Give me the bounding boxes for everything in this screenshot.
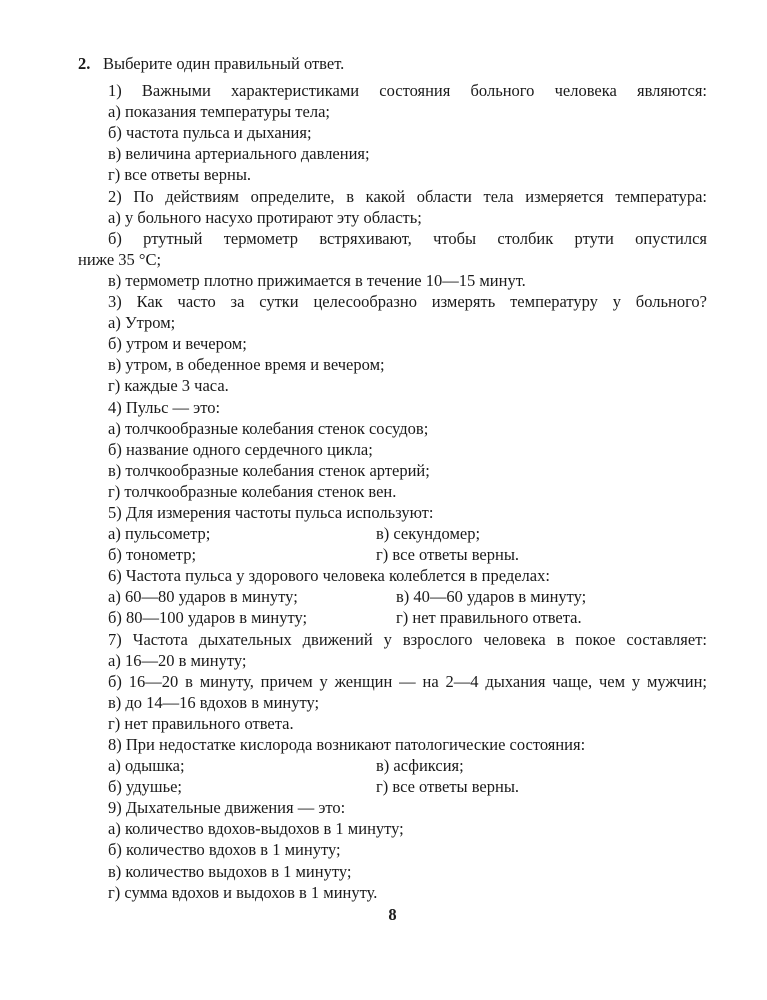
option-left: б) удушье; xyxy=(108,777,183,797)
question-text: 4) Пульс — это: xyxy=(108,397,221,417)
option-row xyxy=(78,607,707,628)
option-text: б) количество вдохов в 1 минуту; xyxy=(108,840,341,860)
section-title: Выберите один правильный ответ. xyxy=(103,54,345,73)
option-row xyxy=(78,544,707,565)
quiz-content xyxy=(78,53,707,925)
option-left: б) 80—100 ударов в минуту; xyxy=(108,608,308,628)
option-text: в) до 14—16 вдохов в минуту; xyxy=(108,692,320,712)
option-text: а) у больного насухо протирают эту область; xyxy=(108,207,422,227)
question-text: 9) Дыхательные движения — это: xyxy=(108,798,346,818)
option-text: г) сумма вдохов и выдохов в 1 минуту. xyxy=(108,882,378,902)
option-text: б) 16—20 в минуту, причем у женщин — на 2—4 дыхания чаще, чем у мужчин; xyxy=(108,671,707,691)
questions-list xyxy=(78,80,707,903)
question-text: 1) Важными характеристиками состояния больного человека являются: xyxy=(108,81,707,101)
option-text: в) толчкообразные колебания стенок артерий; xyxy=(108,460,430,480)
option-text: б) ртутный термометр встряхивают, чтобы столбик ртути опустился xyxy=(108,228,707,248)
option-text: б) название одного сердечного цикла; xyxy=(108,439,373,459)
option-text: в) утром, в обеденное время и вечером; xyxy=(108,355,385,375)
option-text: а) 16—20 в минуту; xyxy=(108,650,247,670)
option-row xyxy=(78,755,707,776)
option-text: г) нет правильного ответа. xyxy=(108,713,294,733)
option-text: б) частота пульса и дыхания; xyxy=(108,123,312,143)
page-number: 8 xyxy=(388,904,397,924)
option-right: в) 40—60 ударов в минуту; xyxy=(396,587,587,607)
question-text: 6) Частота пульса у здорового человека колеблется в пределах: xyxy=(108,566,550,586)
option-text: а) количество вдохов-выдохов в 1 минуту; xyxy=(108,819,404,839)
option-text: в) величина артериального давления; xyxy=(108,144,370,164)
option-right: г) нет правильного ответа. xyxy=(396,608,582,628)
option-text: в) количество выдохов в 1 минуту; xyxy=(108,861,352,881)
option-text: а) показания температуры тела; xyxy=(108,102,330,122)
option-left: б) тонометр; xyxy=(108,545,197,565)
question-text: 2) По действиям определите, в какой области тела измеряется температура: xyxy=(108,186,707,206)
question-text: 8) При недостатке кислорода возникают патологические состояния: xyxy=(108,735,586,754)
option-left: а) 60—80 ударов в минуту; xyxy=(108,587,298,607)
option-text: г) все ответы верны. xyxy=(108,165,252,185)
option-continuation: ниже 35 °C; xyxy=(78,249,162,269)
option-row xyxy=(78,586,707,607)
question-text: 7) Частота дыхательных движений у взрослого человека в покое составляет: xyxy=(108,629,707,649)
section-number: 2. xyxy=(78,54,91,73)
option-right: в) асфиксия; xyxy=(376,756,464,776)
option-text: б) утром и вечером; xyxy=(108,334,247,354)
section-heading xyxy=(78,53,707,74)
option-right: в) секундомер; xyxy=(376,524,481,544)
option-text: в) термометр плотно прижимается в течение 10—15 минут. xyxy=(108,270,526,290)
question-text: 5) Для измерения частоты пульса используют: xyxy=(108,502,434,522)
option-left: а) одышка; xyxy=(108,756,185,776)
option-text: г) толчкообразные колебания стенок вен. xyxy=(108,481,397,501)
option-text: г) каждые 3 часа. xyxy=(108,376,229,396)
option-row xyxy=(78,523,707,544)
option-text: а) толчкообразные колебания стенок сосудов; xyxy=(108,418,429,438)
option-right: г) все ответы верны. xyxy=(376,777,520,797)
option-right: г) все ответы верны. xyxy=(376,545,520,565)
question-text: 3) Как часто за сутки целесообразно измерять температуру у больного? xyxy=(108,292,707,312)
option-left: а) пульсометр; xyxy=(108,524,211,544)
option-row xyxy=(78,776,707,797)
option-text: а) Утром; xyxy=(108,313,176,333)
